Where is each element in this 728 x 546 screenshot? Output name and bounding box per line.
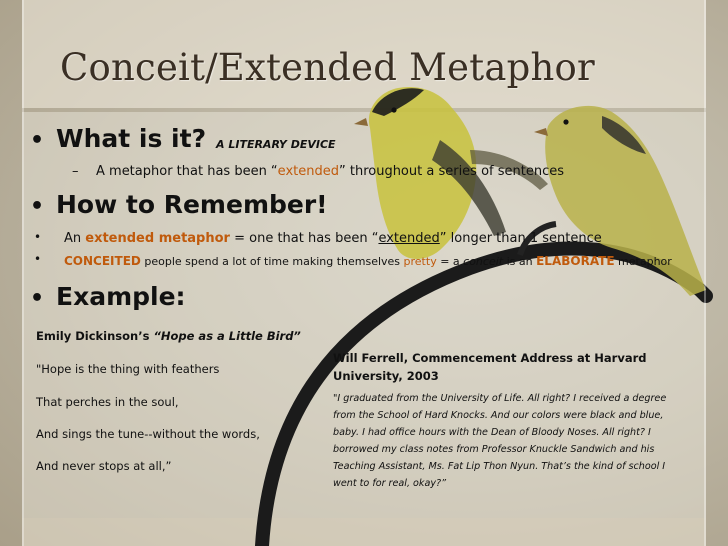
speech-line: baby. I had office hours with the Dean of Bloody Noses. All right? I: [333, 427, 651, 438]
speech-line: from the School of Hard Knocks. And our colors were black and blue,: [333, 410, 664, 421]
poem-line: "Hope is the thing with feathers: [36, 362, 220, 376]
poem-line: And sings the tune--without the words,: [36, 427, 260, 441]
speech-heading-2: University, 2003: [333, 369, 439, 383]
r2-f: is an: [503, 255, 537, 268]
r2-pretty: pretty: [403, 255, 437, 268]
r2-elaborate: ELABORATE: [536, 254, 615, 268]
right-frame-line: [704, 0, 706, 546]
r2-b: people spend a lot of time making themselves: [140, 255, 404, 268]
remember-line-1: [64, 231, 602, 246]
poem-header: [36, 329, 301, 343]
def-part-2: ” throughout a series of sentences: [338, 164, 565, 179]
r2-h: metaphor: [614, 255, 672, 268]
bullet-dot: •: [34, 230, 42, 244]
def-extended: extended: [277, 164, 339, 179]
poem-line: And never stops at all,”: [36, 459, 172, 473]
bullet-dot: •: [30, 128, 45, 153]
speech-heading-1: Will Ferrell, Commencement Address at Harvard: [333, 351, 647, 365]
what-heading: What is it?: [56, 124, 207, 153]
remember-heading: How to Remember!: [56, 190, 328, 219]
r2-d: = a: [436, 255, 464, 268]
left-frame-line: [22, 0, 24, 546]
remember-line-2: [64, 254, 672, 268]
example-heading: Example:: [56, 282, 186, 311]
slide-title: Conceit/Extended Metaphor: [60, 46, 595, 89]
what-definition: [96, 164, 564, 179]
what-dash: –: [72, 164, 79, 179]
r1-e: ” longer than 1 sentence: [439, 231, 602, 246]
what-tag: A LITERARY DEVICE: [216, 138, 336, 151]
bullet-dot: •: [30, 194, 45, 219]
def-part-1: A metaphor that has been “: [96, 164, 278, 179]
speech-line: "I graduated from the University of Life. All right? I received a degree: [333, 393, 667, 404]
poem-title: “Hope as a Little Bird”: [153, 329, 301, 343]
bullet-dot: •: [34, 252, 42, 266]
bullet-dot: •: [30, 286, 45, 311]
r2-conceited: CONCEITED: [64, 254, 141, 268]
r2-conceit: conceit: [463, 255, 504, 268]
speech-line: went to for real, okay?”: [333, 478, 447, 489]
r1-extended: extended: [378, 231, 440, 246]
r1-a: An: [64, 231, 86, 246]
poem-author: Emily Dickinson’s: [36, 329, 154, 343]
speech-line: Teaching Assistant, Ms. Fat Lip Thon Nyun. That’s the kind of school I: [333, 461, 666, 472]
r1-extended-metaphor: extended metaphor: [85, 231, 230, 246]
speech-line: borrowed my class notes from Professor Knuckle Sandwich and his: [333, 444, 655, 455]
poem-line: That perches in the soul,: [36, 395, 179, 409]
r1-c: = one that has been “: [229, 231, 379, 246]
